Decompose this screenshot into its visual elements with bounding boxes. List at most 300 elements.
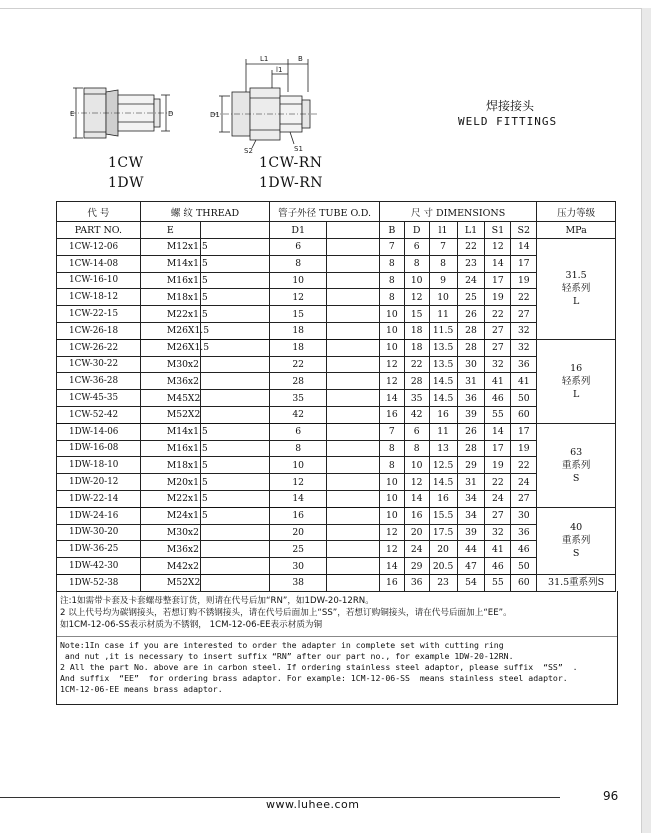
cell-d1: 30: [270, 558, 327, 575]
cell-l1: 28: [457, 322, 485, 339]
note-cn-2: 2 以上代号均为碳钢接头，若想订购不锈钢接头，请在代号后面加上“SS”，若想订购铜接头，请在代号后面加上“EE”。: [60, 608, 512, 618]
cell-b: 8: [379, 272, 404, 289]
pressure-value: 63: [570, 446, 583, 458]
blank-cell: [200, 322, 269, 339]
cell-part: 1CW-52-42: [57, 406, 141, 423]
cell-e: M30x2: [140, 356, 200, 373]
blank-cell: [200, 406, 269, 423]
cell-s1: 27: [485, 339, 511, 356]
cell-d1: 18: [270, 339, 327, 356]
pressure-series: 轻系列: [561, 283, 591, 295]
cell-part: 1DW-20-12: [57, 474, 141, 491]
cell-e: M16x1.5: [140, 440, 200, 457]
table-row: [57, 289, 616, 306]
blank-cell: [327, 289, 380, 306]
cell-e: M20x1.5: [140, 474, 200, 491]
cell-l1: 54: [457, 574, 485, 591]
cell-b: 10: [379, 306, 404, 323]
col-part-no: PART NO.: [57, 222, 141, 239]
cell-l1: 20: [429, 541, 457, 558]
cell-e: M42x2: [140, 558, 200, 575]
pressure-value: 31.5: [565, 270, 587, 282]
cell-d: 8: [404, 255, 429, 272]
cell-s1: 41: [485, 373, 511, 390]
dim-e-label: E: [70, 110, 75, 118]
cell-l1: 12.5: [429, 457, 457, 474]
blank-cell: [200, 356, 269, 373]
page-top-border: [0, 0, 651, 9]
cell-l1: 13: [429, 440, 457, 457]
cell-s2: 19: [511, 272, 537, 289]
blank-cell: [200, 541, 269, 558]
cell-b: 8: [379, 289, 404, 306]
cell-e: M36x2: [140, 373, 200, 390]
cell-d1: 6: [270, 423, 327, 440]
blank-cell: [327, 373, 380, 390]
note-cn-3: 如1CM-12-06-SS表示材质为不锈钢， 1CM-12-06-EE表示材质为铜: [60, 620, 323, 630]
cell-e: M12x1.5: [140, 239, 200, 256]
blank-cell: [327, 272, 380, 289]
col-l1-small: l1: [429, 222, 457, 239]
cell-e: M52X2: [140, 574, 200, 591]
cell-d1: 18: [270, 322, 327, 339]
cell-e: M52X2: [140, 406, 200, 423]
col-d1: D1: [270, 222, 327, 239]
cell-d: 42: [404, 406, 429, 423]
cell-l1: 15.5: [429, 507, 457, 524]
cell-part: 1DW-18-10: [57, 457, 141, 474]
cell-part: 1CW-36-28: [57, 373, 141, 390]
blank-cell: [327, 255, 380, 272]
cell-part: 1DW-30-20: [57, 524, 141, 541]
blank-cell: [200, 574, 269, 591]
col-tube-header: 管子外径 TUBE O.D.: [270, 202, 380, 222]
cell-b: 14: [379, 390, 404, 407]
table-row: [57, 541, 616, 558]
col-l1: L1: [457, 222, 485, 239]
cell-b: 10: [379, 339, 404, 356]
cell-s2: 50: [511, 390, 537, 407]
table-row: [57, 339, 616, 356]
table-row: [57, 423, 616, 440]
table-row: [57, 239, 616, 256]
cell-l1: 47: [457, 558, 485, 575]
cell-l1: 28: [457, 440, 485, 457]
cell-l1: 25: [457, 289, 485, 306]
cell-d: 22: [404, 356, 429, 373]
fig2-label-1cw-rn: 1CW-RN: [259, 155, 323, 171]
cell-b: 7: [379, 423, 404, 440]
blank-cell: [200, 474, 269, 491]
col-e-blank: [200, 222, 269, 239]
note-en-1: Note:1In case if you are interested to order the adapter in complete set with cutting ring: [60, 640, 504, 650]
blank-cell: [327, 507, 380, 524]
blank-cell: [200, 457, 269, 474]
cell-e: M18x1.5: [140, 289, 200, 306]
col-s2: S2: [511, 222, 537, 239]
blank-cell: [327, 356, 380, 373]
cell-part: 1DW-36-25: [57, 541, 141, 558]
cell-s2: 22: [511, 457, 537, 474]
title-english: WELD FITTINGS: [458, 115, 558, 128]
cell-d: 10: [404, 272, 429, 289]
cell-l1: 44: [457, 541, 485, 558]
cell-d: 18: [404, 339, 429, 356]
cell-d1: 12: [270, 289, 327, 306]
cell-b: 14: [379, 558, 404, 575]
cell-l1: 34: [457, 490, 485, 507]
blank-cell: [327, 406, 380, 423]
dim-l1-label: L1: [260, 55, 269, 63]
cell-part: 1CW-16-10: [57, 272, 141, 289]
cell-s1: 55: [485, 406, 511, 423]
col-d: D: [404, 222, 429, 239]
cell-d1: 15: [270, 306, 327, 323]
blank-cell: [327, 574, 380, 591]
cell-l1: 14.5: [429, 474, 457, 491]
blank-cell: [327, 541, 380, 558]
cell-l1: 23: [429, 574, 457, 591]
cell-part: 1CW-14-08: [57, 255, 141, 272]
page-scroll-gutter: [641, 8, 651, 833]
cell-e: M14x1.5: [140, 255, 200, 272]
cell-d1: 10: [270, 272, 327, 289]
cell-l1: 7: [429, 239, 457, 256]
dim-d1-label: D1: [210, 111, 220, 119]
cell-d1: 38: [270, 574, 327, 591]
cell-l1: 20.5: [429, 558, 457, 575]
notes-box: [56, 591, 618, 705]
cell-s1: 41: [485, 541, 511, 558]
cell-b: 12: [379, 356, 404, 373]
pressure-series: 重系列: [561, 535, 591, 547]
cell-l1: 26: [457, 306, 485, 323]
cell-b: 16: [379, 406, 404, 423]
pressure-value: 40: [570, 522, 583, 534]
blank-cell: [200, 440, 269, 457]
cell-part: 1DW-14-06: [57, 423, 141, 440]
cell-d: 36: [404, 574, 429, 591]
blank-cell: [200, 339, 269, 356]
cell-s2: 46: [511, 541, 537, 558]
cell-s1: 24: [485, 490, 511, 507]
table-row: [57, 306, 616, 323]
dim-l1-small-label: l1: [276, 66, 283, 74]
cell-b: 7: [379, 239, 404, 256]
cell-s1: 32: [485, 524, 511, 541]
cell-s2: 36: [511, 356, 537, 373]
cell-e: M14x1.5: [140, 423, 200, 440]
cell-d: 35: [404, 390, 429, 407]
cell-e: M36x2: [140, 541, 200, 558]
cell-s2: 27: [511, 306, 537, 323]
cell-b: 12: [379, 524, 404, 541]
col-s1: S1: [485, 222, 511, 239]
blank-cell: [327, 390, 380, 407]
cell-e: M26X1.5: [140, 322, 200, 339]
note-en-2: and nut ,it is necessary to insert suffix “RN” after our part no., for example 1DW-20-12RN.: [60, 651, 514, 661]
blank-cell: [200, 306, 269, 323]
cell-s1: 22: [485, 306, 511, 323]
cell-part: 1DW-42-30: [57, 558, 141, 575]
cell-d: 18: [404, 322, 429, 339]
note-en-4: And suffix “EE” for ordering brass adaptor. For example: 1CM-12-06-SS means stainless steel adaptor.: [60, 673, 568, 683]
cell-b: 10: [379, 490, 404, 507]
cell-part: 1DW-16-08: [57, 440, 141, 457]
table-row: [57, 406, 616, 423]
cell-l1: 8: [429, 255, 457, 272]
cell-l1: 17.5: [429, 524, 457, 541]
cell-s1: 14: [485, 423, 511, 440]
cell-l1: 14.5: [429, 390, 457, 407]
table-row: [57, 373, 616, 390]
cell-s2: 32: [511, 322, 537, 339]
spec-table: [56, 201, 616, 592]
blank-cell: [327, 306, 380, 323]
cell-l1: 9: [429, 272, 457, 289]
notes-divider: [57, 636, 617, 637]
blank-cell: [327, 423, 380, 440]
col-mpa: MPa: [537, 222, 616, 239]
cell-part: 1CW-22-15: [57, 306, 141, 323]
pressure-cell: [537, 507, 616, 574]
cell-s2: 17: [511, 255, 537, 272]
cell-s1: 55: [485, 574, 511, 591]
table-row: [57, 390, 616, 407]
cell-s2: 36: [511, 524, 537, 541]
fitting-drawing-1cw-rn: [208, 52, 323, 154]
cell-s2: 60: [511, 406, 537, 423]
cell-d: 12: [404, 474, 429, 491]
fig2-label-1dw-rn: 1DW-RN: [259, 175, 324, 191]
cell-d1: 42: [270, 406, 327, 423]
pressure-value: 16: [570, 362, 583, 374]
cell-l1: 31: [457, 474, 485, 491]
pressure-code: L: [572, 388, 580, 400]
cell-part: 1CW-45-35: [57, 390, 141, 407]
cell-part: 1CW-26-18: [57, 322, 141, 339]
pressure-cell: [537, 423, 616, 507]
table-row: [57, 322, 616, 339]
cell-l1: 28: [457, 339, 485, 356]
cell-e: M30x2: [140, 524, 200, 541]
blank-cell: [200, 239, 269, 256]
cell-d: 15: [404, 306, 429, 323]
table-row: [57, 255, 616, 272]
cell-l1: 16: [429, 406, 457, 423]
cell-e: M22x1.5: [140, 490, 200, 507]
blank-cell: [200, 490, 269, 507]
cell-b: 10: [379, 322, 404, 339]
cell-s2: 24: [511, 474, 537, 491]
cell-l1: 34: [457, 507, 485, 524]
cell-l1: 39: [457, 406, 485, 423]
blank-cell: [327, 558, 380, 575]
blank-cell: [327, 524, 380, 541]
col-e: E: [140, 222, 200, 239]
blank-cell: [200, 423, 269, 440]
cell-b: 8: [379, 255, 404, 272]
cell-b: 12: [379, 373, 404, 390]
footer-url: www.luhee.com: [266, 798, 360, 811]
cell-b: 8: [379, 440, 404, 457]
cell-d: 6: [404, 423, 429, 440]
blank-cell: [327, 474, 380, 491]
pressure-cell: [537, 239, 616, 340]
cell-s1: 19: [485, 289, 511, 306]
cell-l1: 11: [429, 423, 457, 440]
cell-e: M22x1.5: [140, 306, 200, 323]
cell-part: 1CW-30-22: [57, 356, 141, 373]
cell-l1: 31: [457, 373, 485, 390]
header-row-1: [57, 202, 616, 222]
cell-s2: 30: [511, 507, 537, 524]
cell-l1: 10: [429, 289, 457, 306]
col-code-header: 代 号: [57, 202, 141, 222]
cell-d1: 16: [270, 507, 327, 524]
cell-part: 1DW-24-16: [57, 507, 141, 524]
col-dimensions-header: 尺 寸 DIMENSIONS: [379, 202, 536, 222]
cell-d1: 10: [270, 457, 327, 474]
blank-cell: [200, 289, 269, 306]
blank-cell: [200, 507, 269, 524]
cell-l1: 24: [457, 272, 485, 289]
cell-d: 24: [404, 541, 429, 558]
cell-d: 20: [404, 524, 429, 541]
dim-s1-label: S1: [294, 145, 303, 153]
cell-s1: 17: [485, 440, 511, 457]
cell-l1: 11: [429, 306, 457, 323]
cell-l1: 16: [429, 490, 457, 507]
page-number: 96: [603, 789, 619, 803]
header-row-2: [57, 222, 616, 239]
pressure-series: 轻系列: [561, 375, 591, 387]
cell-e: M18x1.5: [140, 457, 200, 474]
table-row: [57, 490, 616, 507]
blank-cell: [327, 339, 380, 356]
blank-cell: [200, 272, 269, 289]
fig1-label-1dw: 1DW: [108, 175, 145, 191]
cell-s2: 14: [511, 239, 537, 256]
cell-part: 1CW-18-12: [57, 289, 141, 306]
cell-d: 29: [404, 558, 429, 575]
cell-b: 10: [379, 507, 404, 524]
blank-cell: [327, 322, 380, 339]
cell-s2: 50: [511, 558, 537, 575]
cell-d1: 8: [270, 255, 327, 272]
cell-l1: 13.5: [429, 356, 457, 373]
cell-d1: 20: [270, 524, 327, 541]
note-en-3: 2 All the part No. above are in carbon steel. If ordering stainless steel adaptor, please suffix “SS” .: [60, 662, 578, 672]
pressure-code: L: [572, 296, 580, 308]
cell-b: 10: [379, 474, 404, 491]
cell-l1: 23: [457, 255, 485, 272]
cell-d: 6: [404, 239, 429, 256]
blank-cell: [200, 255, 269, 272]
fig1-label-1cw: 1CW: [108, 155, 144, 171]
cell-e: M24x1.5: [140, 507, 200, 524]
blank-cell: [327, 440, 380, 457]
cell-part: 1DW-52-38: [57, 574, 141, 591]
col-d1-blank: [327, 222, 380, 239]
cell-d: 14: [404, 490, 429, 507]
cell-s2: 17: [511, 423, 537, 440]
cell-s2: 27: [511, 490, 537, 507]
blank-cell: [200, 390, 269, 407]
cell-b: 8: [379, 457, 404, 474]
dim-b-label: B: [298, 55, 303, 63]
cell-l1: 39: [457, 524, 485, 541]
note-en-5: 1CM-12-06-EE means brass adaptor.: [60, 684, 223, 694]
cell-e: M16x1.5: [140, 272, 200, 289]
cell-l1: 26: [457, 423, 485, 440]
cell-d: 12: [404, 289, 429, 306]
cell-b: 12: [379, 541, 404, 558]
blank-cell: [327, 239, 380, 256]
cell-d1: 22: [270, 356, 327, 373]
cell-l1: 11.5: [429, 322, 457, 339]
table-row: [57, 272, 616, 289]
blank-cell: [327, 457, 380, 474]
cell-s1: 27: [485, 322, 511, 339]
cell-d: 16: [404, 507, 429, 524]
cell-l1: 30: [457, 356, 485, 373]
cell-d: 10: [404, 457, 429, 474]
cell-part: 1CW-26-22: [57, 339, 141, 356]
cell-d1: 14: [270, 490, 327, 507]
cell-s1: 12: [485, 239, 511, 256]
dim-s2-label: S2: [244, 147, 253, 155]
cell-s1: 32: [485, 356, 511, 373]
fitting-drawing-1cw: [66, 80, 176, 150]
cell-d1: 6: [270, 239, 327, 256]
table-row: [57, 507, 616, 524]
cell-s1: 19: [485, 457, 511, 474]
cell-s1: 46: [485, 390, 511, 407]
cell-d1: 28: [270, 373, 327, 390]
col-pressure-header: 压力等级: [537, 202, 616, 222]
cell-s1: 17: [485, 272, 511, 289]
table-row: [57, 524, 616, 541]
cell-l1: 36: [457, 390, 485, 407]
cell-s2: 60: [511, 574, 537, 591]
cell-e: M45X2: [140, 390, 200, 407]
cell-s2: 22: [511, 289, 537, 306]
note-cn-1: 注:1如需带卡套及卡套螺母整套订货，则请在代号后加“RN”，如1DW-20-12RN。: [60, 596, 374, 606]
cell-s1: 22: [485, 474, 511, 491]
cell-d: 28: [404, 373, 429, 390]
table-row: [57, 356, 616, 373]
cell-s1: 27: [485, 507, 511, 524]
cell-d1: 25: [270, 541, 327, 558]
cell-d1: 12: [270, 474, 327, 491]
cell-s2: 41: [511, 373, 537, 390]
cell-d: 8: [404, 440, 429, 457]
pressure-code: S: [572, 472, 580, 484]
table-row: [57, 457, 616, 474]
cell-s2: 32: [511, 339, 537, 356]
cell-e: M26X1.5: [140, 339, 200, 356]
col-b: B: [379, 222, 404, 239]
pressure-cell: 31.5重系列S: [537, 574, 616, 591]
pressure-cell: [537, 339, 616, 423]
cell-d1: 35: [270, 390, 327, 407]
spec-table-body: [57, 239, 616, 592]
cell-l1: 29: [457, 457, 485, 474]
blank-cell: [200, 524, 269, 541]
blank-cell: [327, 490, 380, 507]
cell-l1: 22: [457, 239, 485, 256]
